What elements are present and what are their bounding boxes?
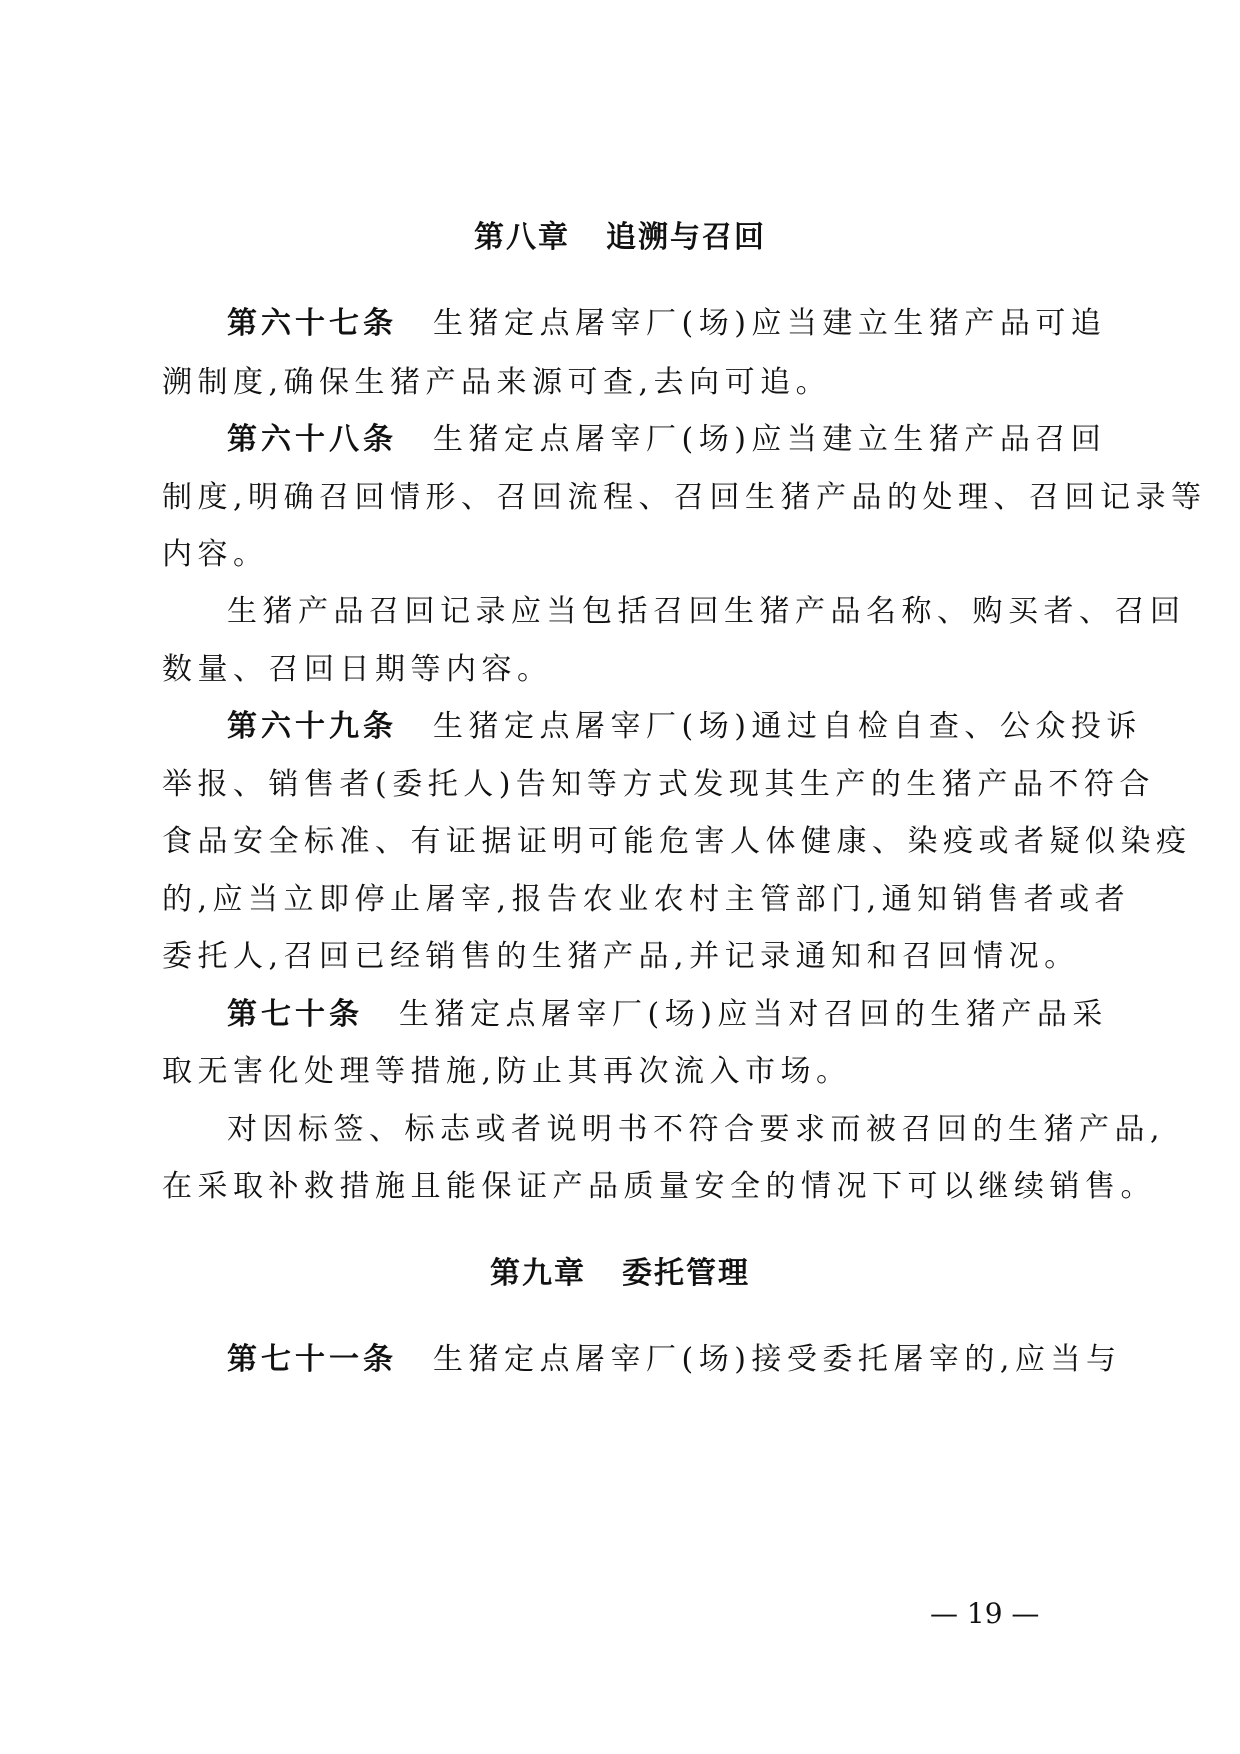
article-71-text-1: 生猪定点屠宰厂(场)接受委托屠宰的,应当与 bbox=[433, 1342, 1122, 1377]
article-70-line-1 bbox=[227, 995, 1108, 1035]
article-69-line-1 bbox=[227, 707, 1142, 747]
article-70-line-2: 取无害化处理等措施,防止其再次流入市场。 bbox=[162, 1054, 852, 1089]
page-number: — 19 — bbox=[930, 1597, 1040, 1630]
article-68-line-3: 内容。 bbox=[162, 537, 269, 572]
article-69-line-2: 举报、销售者(委托人)告知等方式发现其生产的生猪产品不符合 bbox=[162, 767, 1155, 802]
article-68-text-1: 生猪定点屠宰厂(场)应当建立生猪产品召回 bbox=[433, 422, 1107, 457]
article-69-line-5: 委托人,召回已经销售的生猪产品,并记录通知和召回情况。 bbox=[162, 939, 1080, 974]
article-67-text-1: 生猪定点屠宰厂(场)应当建立生猪产品可追 bbox=[433, 306, 1107, 341]
article-67-line-1 bbox=[227, 304, 1106, 344]
chapter-9-title: 委托管理 bbox=[622, 1256, 750, 1291]
article-68-line-1 bbox=[227, 420, 1106, 460]
article-70-para2-line-1: 对因标签、标志或者说明书不符合要求而被召回的生猪产品, bbox=[227, 1112, 1166, 1147]
article-71-label: 第七十一条 bbox=[227, 1342, 397, 1377]
chapter-9-heading bbox=[0, 1254, 1240, 1294]
chapter-8-number: 第八章 bbox=[474, 220, 570, 255]
article-69-text-1: 生猪定点屠宰厂(场)通过自检自查、公众投诉 bbox=[433, 709, 1142, 744]
article-67-line-2: 溯制度,确保生猪产品来源可查,去向可追。 bbox=[162, 365, 832, 400]
article-68-line-2: 制度,明确召回情形、召回流程、召回生猪产品的处理、召回记录等 bbox=[162, 480, 1207, 515]
chapter-9-number: 第九章 bbox=[490, 1256, 586, 1291]
article-68-label: 第六十八条 bbox=[227, 422, 397, 457]
article-67-label: 第六十七条 bbox=[227, 306, 397, 341]
article-69-line-4: 的,应当立即停止屠宰,报告农业农村主管部门,通知销售者或者 bbox=[162, 882, 1131, 917]
article-70-label: 第七十条 bbox=[227, 997, 363, 1032]
article-68-para2-line-1: 生猪产品召回记录应当包括召回生猪产品名称、购买者、召回 bbox=[227, 594, 1186, 629]
article-68-para2-line-2: 数量、召回日期等内容。 bbox=[162, 652, 553, 687]
article-71-line-1 bbox=[227, 1340, 1121, 1380]
article-69-label: 第六十九条 bbox=[227, 709, 397, 744]
chapter-8-heading bbox=[0, 218, 1240, 258]
article-69-line-3: 食品安全标准、有证据证明可能危害人体健康、染疫或者疑似染疫 bbox=[162, 824, 1192, 859]
article-70-para2-line-2: 在采取补救措施且能保证产品质量安全的情况下可以继续销售。 bbox=[162, 1169, 1156, 1204]
chapter-8-title: 追溯与召回 bbox=[606, 220, 766, 255]
article-70-text-1: 生猪定点屠宰厂(场)应当对召回的生猪产品采 bbox=[399, 997, 1108, 1032]
